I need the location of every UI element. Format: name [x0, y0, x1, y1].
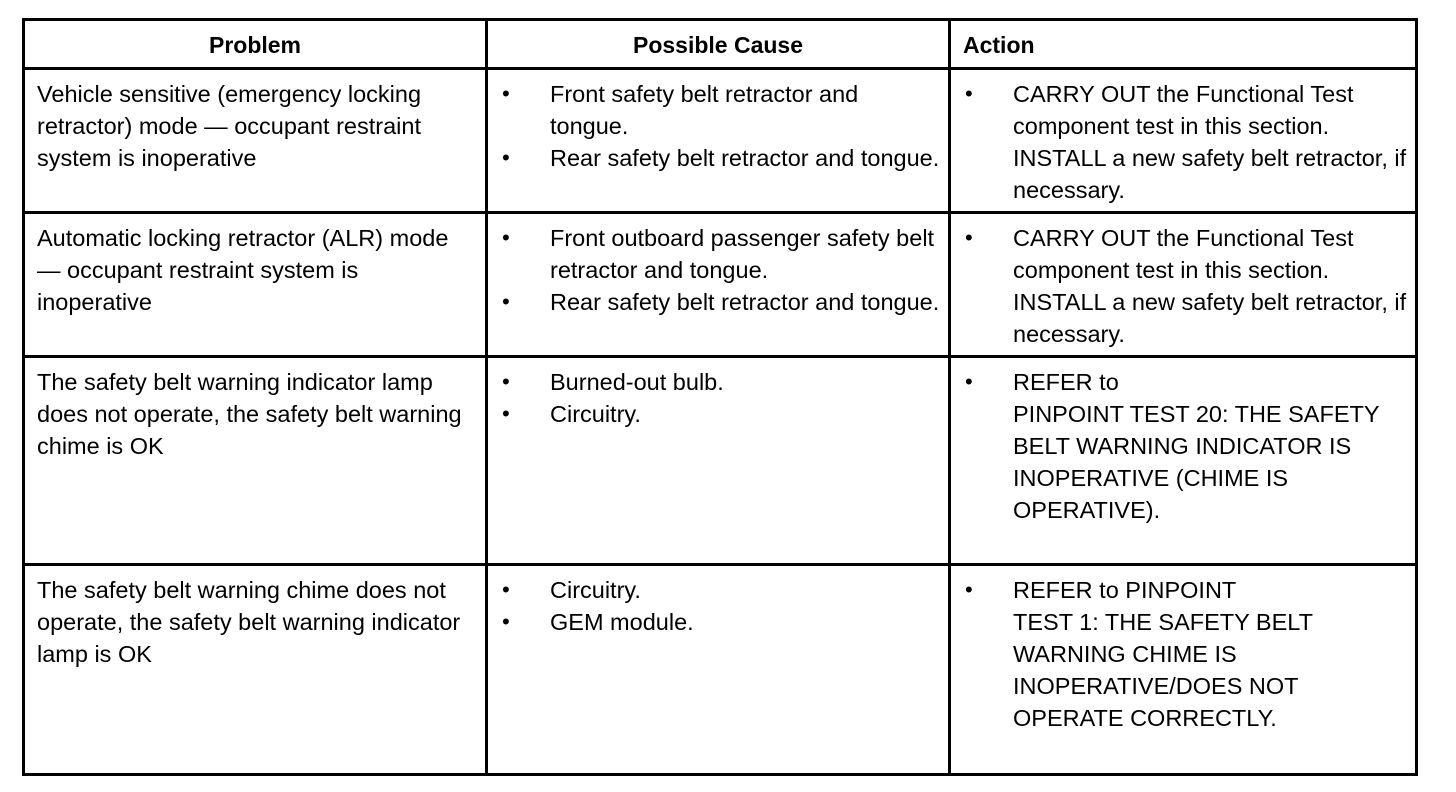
cause-item: • Rear safety belt retractor and tongue.	[488, 142, 940, 174]
bullet-icon: •	[502, 289, 510, 314]
cause-list	[488, 358, 948, 430]
cause-cell	[487, 213, 950, 357]
action-list	[951, 566, 1415, 734]
cause-list	[488, 566, 948, 638]
problem-cell	[24, 565, 487, 775]
header-action: Action	[950, 20, 1417, 69]
action-list	[951, 214, 1415, 350]
action-cell	[950, 69, 1417, 213]
cause-cell	[487, 69, 950, 213]
cause-item: • Circuitry.	[488, 574, 940, 606]
action-list	[951, 70, 1415, 206]
cause-item: • Circuitry.	[488, 398, 940, 430]
cause-cell	[487, 565, 950, 775]
action-cell	[950, 213, 1417, 357]
cause-list	[488, 70, 948, 174]
table-row	[24, 565, 1417, 775]
cause-item: • Front safety belt retractor and tongue.	[488, 78, 940, 142]
action-item: • REFER to PINPOINT TEST 20: THE SAFETY BELT WARNING INDICATOR IS INOPERATIVE (CHIME IS OPERATIVE).	[951, 366, 1407, 526]
cause-item: • Burned-out bulb.	[488, 366, 940, 398]
header-problem: Problem	[24, 20, 487, 69]
bullet-icon: •	[502, 225, 510, 250]
header-possible-cause: Possible Cause	[487, 20, 950, 69]
problem-cell	[24, 69, 487, 213]
problem-cell	[24, 213, 487, 357]
bullet-icon: •	[502, 609, 510, 634]
action-item: • REFER to PINPOINT TEST 1: THE SAFETY BELT WARNING CHIME IS INOPERATIVE/DOES NOT OPERATE CORRECTLY.	[951, 574, 1407, 734]
table-row	[24, 69, 1417, 213]
problem-text: Automatic locking retractor (ALR) mode — occupant restraint system is inoperative	[37, 225, 449, 315]
cause-item: • Rear safety belt retractor and tongue.	[488, 286, 940, 318]
problem-text: The safety belt warning chime does not operate, the safety belt warning indicator lamp is OK	[37, 577, 461, 667]
table-row	[24, 213, 1417, 357]
bullet-icon: •	[502, 401, 510, 426]
diagnosis-table	[22, 18, 1418, 776]
action-cell	[950, 565, 1417, 775]
action-item: • CARRY OUT the Functional Test component test in this section. INSTALL a new safety belt retractor, if necessary.	[951, 78, 1407, 206]
cause-item: • GEM module.	[488, 606, 940, 638]
action-item: • CARRY OUT the Functional Test component test in this section. INSTALL a new safety belt retractor, if necessary.	[951, 222, 1407, 350]
bullet-icon: •	[502, 81, 510, 106]
cause-list	[488, 214, 948, 318]
header-row	[24, 20, 1417, 69]
bullet-icon: •	[965, 369, 973, 394]
bullet-icon: •	[502, 145, 510, 170]
bullet-icon: •	[965, 81, 973, 106]
cause-item: • Front outboard passenger safety belt retractor and tongue.	[488, 222, 940, 286]
action-cell	[950, 357, 1417, 565]
problem-cell	[24, 357, 487, 565]
bullet-icon: •	[502, 369, 510, 394]
bullet-icon: •	[965, 577, 973, 602]
cause-cell	[487, 357, 950, 565]
table-row	[24, 357, 1417, 565]
action-list	[951, 358, 1415, 526]
bullet-icon: •	[502, 577, 510, 602]
problem-text: The safety belt warning indicator lamp does not operate, the safety belt warning chime is OK	[37, 369, 462, 459]
bullet-icon: •	[965, 225, 973, 250]
problem-text: Vehicle sensitive (emergency locking retractor) mode — occupant restraint system is inoperative	[37, 81, 422, 171]
